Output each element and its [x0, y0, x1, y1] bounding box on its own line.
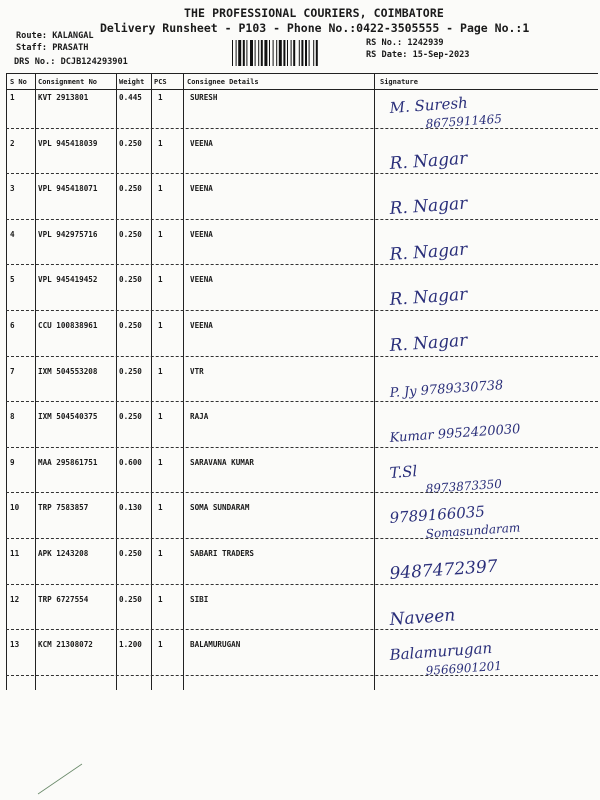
- row-signature: [372, 232, 598, 276]
- row-separator: [6, 584, 598, 585]
- svg-text:R. Nagar: R. Nagar: [388, 193, 468, 220]
- row-consignee: VEENA: [190, 321, 213, 330]
- row-consignment-no: TRP 6727554: [38, 594, 89, 604]
- row-pcs: 1: [158, 275, 163, 285]
- svg-text:M. Suresh: M. Suresh: [389, 93, 469, 117]
- column-divider: [151, 74, 152, 690]
- svg-text:Somasundaram: Somasundaram: [425, 520, 521, 542]
- row-signature: [372, 414, 598, 458]
- row-separator: [6, 264, 598, 265]
- svg-text:8973873350: 8973873350: [425, 476, 503, 496]
- row-sno: 12: [10, 594, 20, 604]
- row-sno: 1: [10, 93, 15, 102]
- row-consignee: SARAVANA KUMAR: [190, 457, 255, 467]
- row-sno: 10: [10, 503, 20, 513]
- row-separator: [6, 492, 598, 493]
- svg-text:Balamurugan: Balamurugan: [389, 639, 493, 665]
- row-pcs: 1: [158, 503, 163, 513]
- row-consignment-no: TRP 7583857: [38, 503, 89, 513]
- row-separator: [6, 128, 598, 129]
- row-weight: 0.250: [119, 229, 142, 239]
- runsheet-title: Delivery Runsheet - P103 - Phone No.:0422-3505555 - Page No.:1: [100, 21, 530, 35]
- row-consignment-no: KCM 21308072: [38, 640, 93, 650]
- svg-text:Naveen: Naveen: [388, 605, 456, 630]
- row-consignment-no: MAA 295861751: [38, 457, 98, 467]
- row-signature: [372, 186, 598, 230]
- row-consignment-no: VPL 945419452: [38, 275, 98, 285]
- row-sno: 4: [10, 229, 15, 239]
- row-pcs: 1: [158, 229, 163, 239]
- svg-text:9566901201: 9566901201: [425, 658, 503, 679]
- row-consignee: SURESH: [190, 93, 218, 102]
- row-pcs: 1: [158, 93, 163, 102]
- row-pcs: 1: [158, 457, 163, 467]
- column-header-consignment: Consignment No: [38, 78, 98, 86]
- row-sno: 6: [10, 321, 15, 330]
- row-separator: [6, 219, 598, 220]
- row-sno: 9: [10, 457, 15, 467]
- row-consignment-no: VPL 945418071: [38, 184, 98, 194]
- svg-text:9487472397: 9487472397: [388, 556, 499, 584]
- row-pcs: 1: [158, 640, 163, 650]
- row-signature: [372, 141, 598, 185]
- row-separator: [6, 356, 598, 357]
- table-header-border: [6, 89, 598, 90]
- row-consignee: VEENA: [190, 229, 213, 239]
- row-pcs: 1: [158, 184, 163, 194]
- row-signature: [372, 502, 598, 549]
- column-divider: [35, 74, 36, 690]
- row-separator: [6, 538, 598, 539]
- row-sno: 3: [10, 184, 15, 194]
- row-signature: [372, 551, 598, 595]
- row-signature: [372, 460, 598, 504]
- row-signature: [372, 597, 598, 641]
- column-divider: [183, 74, 184, 690]
- table-top-border: [6, 73, 598, 74]
- row-signature: [372, 323, 598, 367]
- row-weight: 0.250: [119, 138, 142, 148]
- svg-text:R. Nagar: R. Nagar: [388, 148, 468, 174]
- column-header-weight: Weight: [119, 78, 145, 86]
- row-signature: [372, 95, 598, 139]
- row-separator: [6, 173, 598, 174]
- row-signature: [372, 369, 598, 413]
- row-separator: [6, 629, 598, 630]
- row-weight: 0.600: [119, 457, 142, 467]
- row-consignment-no: KVT 2913801: [38, 93, 89, 102]
- svg-text:P. Jy 9789330738: P. Jy 9789330738: [389, 377, 504, 401]
- row-pcs: 1: [158, 412, 163, 422]
- svg-text:Kumar 9952420030: Kumar 9952420030: [389, 422, 521, 447]
- company-title: THE PROFESSIONAL COURIERS, COIMBATORE: [184, 6, 444, 20]
- row-sno: 2: [10, 138, 15, 148]
- row-consignee: SIBI: [190, 594, 209, 604]
- row-weight: 0.250: [119, 321, 142, 330]
- row-weight: 0.445: [119, 93, 142, 102]
- route-label: Route: KALANGAL: [16, 31, 94, 41]
- staff-label: Staff: PRASATH: [16, 43, 89, 53]
- drs-number: DRS No.: DCJB124293901: [14, 57, 128, 67]
- row-sno: 11: [10, 549, 20, 558]
- row-sno: 8: [10, 412, 15, 422]
- svg-text:9789166035: 9789166035: [389, 502, 486, 528]
- rs-date: RS Date: 15-Sep-2023: [366, 50, 470, 60]
- row-consignee: VEENA: [190, 138, 213, 148]
- row-signature: [372, 277, 598, 321]
- row-consignee: RAJA: [190, 412, 209, 422]
- row-pcs: 1: [158, 138, 163, 148]
- row-consignee: SOMA SUNDARAM: [190, 503, 250, 513]
- row-pcs: 1: [158, 594, 163, 604]
- row-consignment-no: IXM 504540375: [38, 412, 98, 422]
- row-separator: [6, 310, 598, 311]
- row-separator: [6, 447, 598, 448]
- row-consignee: SABARI TRADERS: [190, 549, 255, 558]
- rs-number: RS No.: 1242939: [366, 38, 444, 48]
- row-consignee: VEENA: [190, 184, 213, 194]
- row-weight: 0.250: [119, 594, 142, 604]
- svg-text:R. Nagar: R. Nagar: [388, 285, 468, 311]
- row-weight: 0.250: [119, 366, 142, 376]
- row-consignee: BALAMURUGAN: [190, 640, 241, 650]
- row-consignment-no: VPL 945418039: [38, 138, 98, 148]
- row-separator: [6, 675, 598, 676]
- row-sno: 13: [10, 640, 20, 650]
- row-weight: 0.250: [119, 549, 142, 558]
- row-consignment-no: APK 1243208: [38, 549, 89, 558]
- row-pcs: 1: [158, 366, 163, 376]
- barcode-image: [232, 40, 360, 66]
- svg-text:T.Sl: T.Sl: [389, 461, 418, 482]
- row-separator: [6, 401, 598, 402]
- svg-text:R. Nagar: R. Nagar: [388, 330, 468, 356]
- row-weight: 0.130: [119, 503, 142, 513]
- row-pcs: 1: [158, 549, 163, 558]
- svg-text:8675911465: 8675911465: [425, 111, 503, 131]
- svg-text:R. Nagar: R. Nagar: [388, 239, 468, 265]
- row-weight: 1.200: [119, 640, 142, 650]
- row-pcs: 1: [158, 321, 163, 330]
- column-header-signature: Signature: [380, 78, 418, 86]
- row-consignment-no: IXM 504553208: [38, 366, 98, 376]
- pen-stroke-mark: [36, 760, 86, 796]
- column-header-pcs: PCS: [154, 78, 167, 86]
- row-signature: [372, 639, 598, 686]
- row-consignee: VTR: [190, 366, 204, 376]
- row-sno: 7: [10, 366, 15, 376]
- row-weight: 0.250: [119, 275, 142, 285]
- column-divider: [116, 74, 117, 690]
- row-consignment-no: CCU 100838961: [38, 321, 98, 330]
- row-consignee: VEENA: [190, 275, 213, 285]
- table-left-border: [6, 74, 7, 690]
- row-consignment-no: VPL 942975716: [38, 229, 98, 239]
- column-header-sno: S No: [10, 78, 27, 86]
- column-header-consignee: Consignee Details: [187, 78, 259, 86]
- row-weight: 0.250: [119, 184, 142, 194]
- row-weight: 0.250: [119, 412, 142, 422]
- row-sno: 5: [10, 275, 15, 285]
